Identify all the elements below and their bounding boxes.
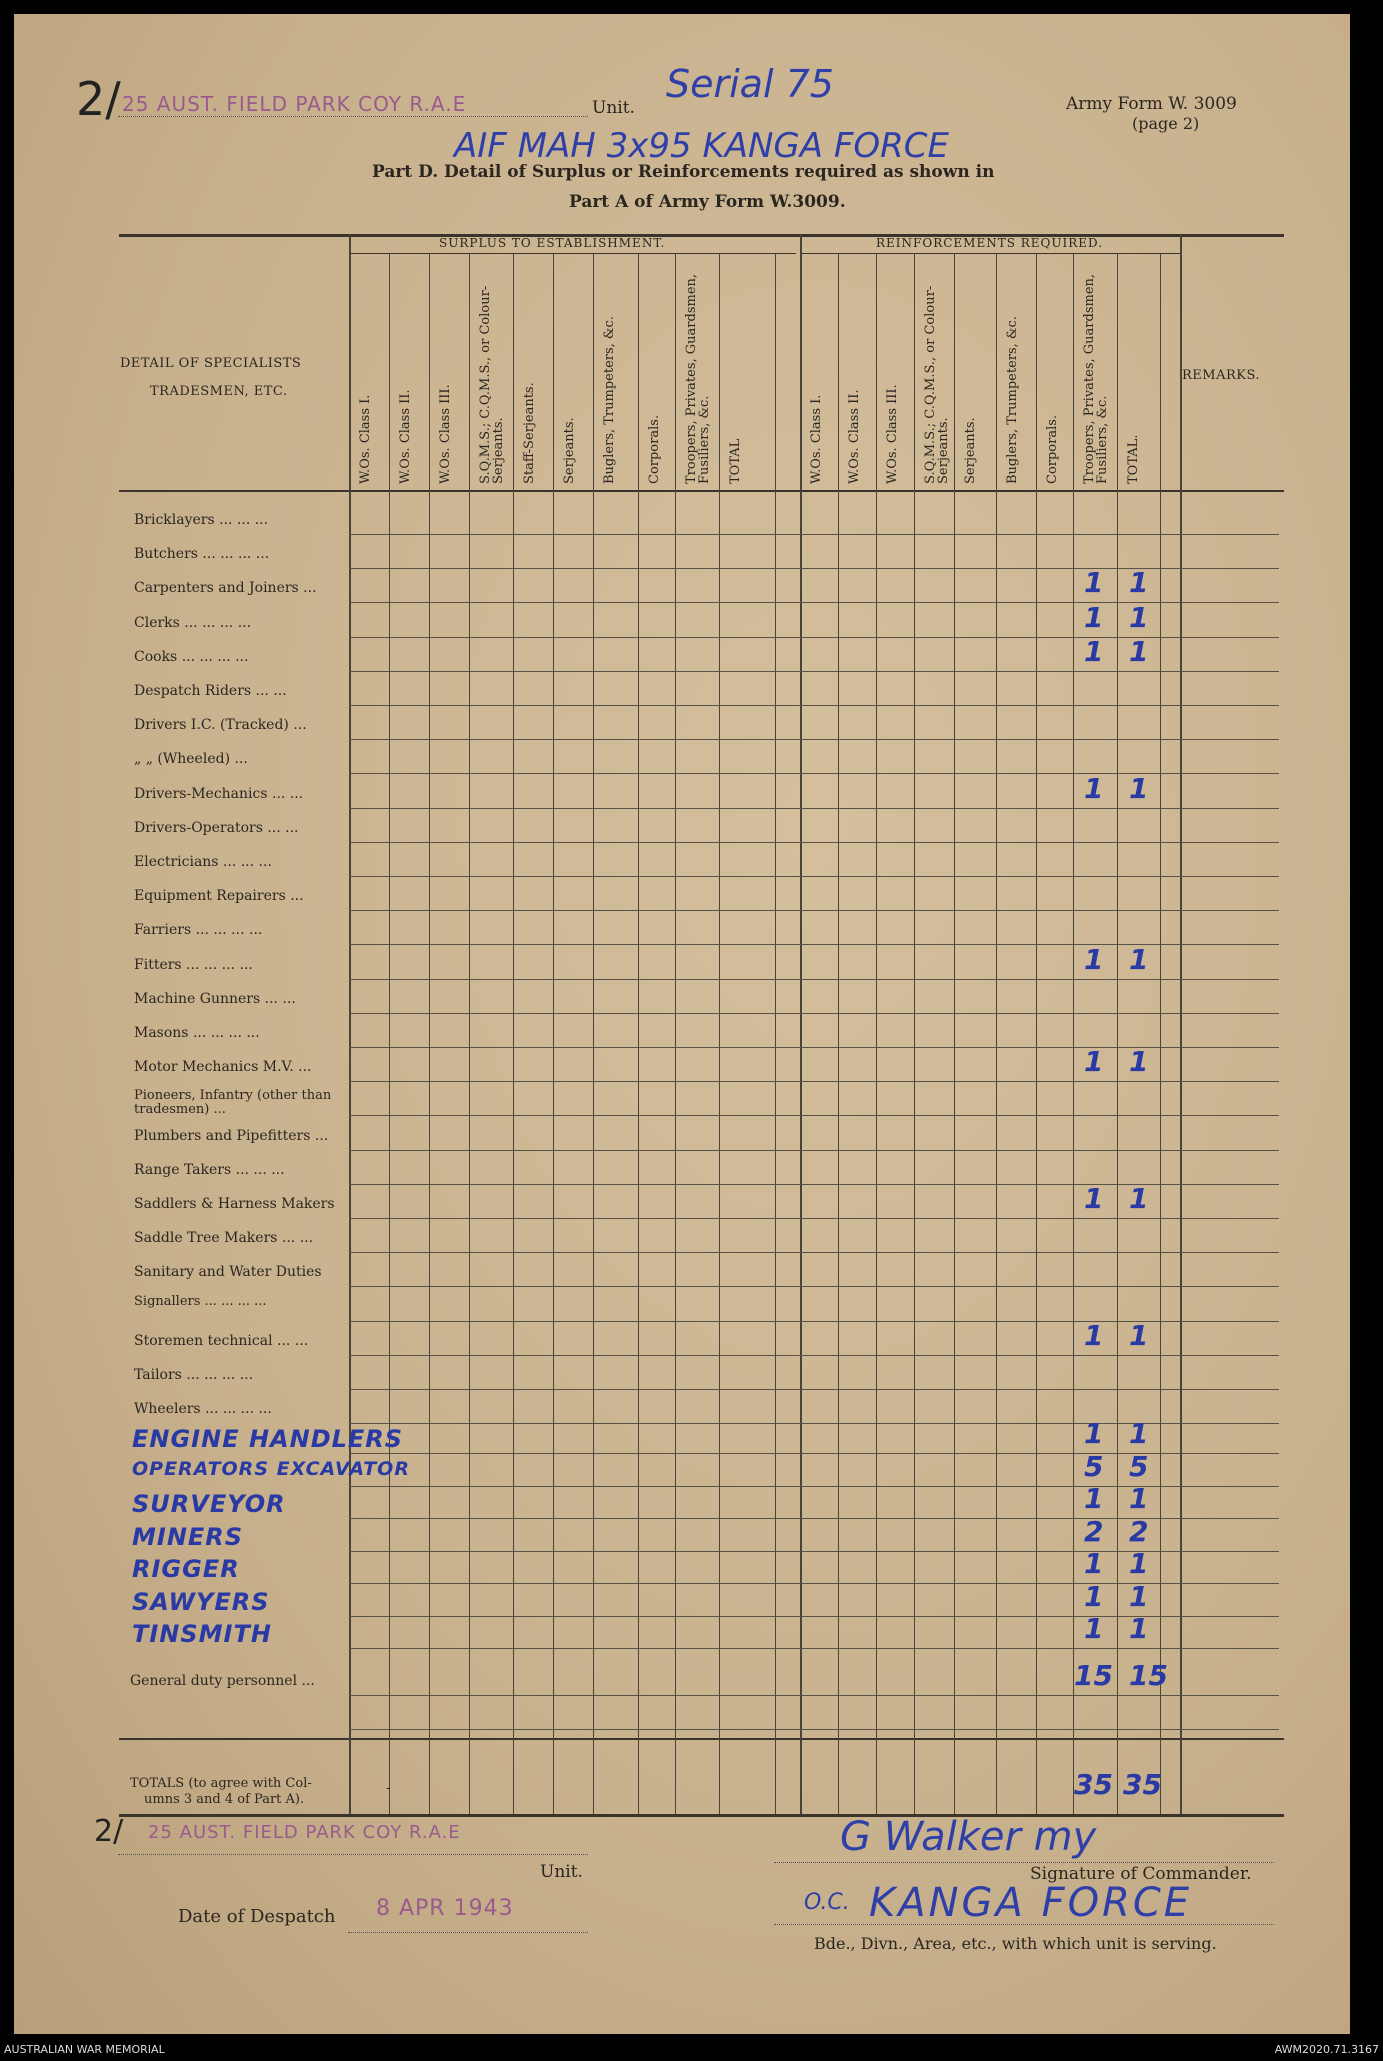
column-rule (389, 254, 390, 1814)
total-value: 15 (1129, 1658, 1168, 1692)
handwritten-row-label: SAWYERS (132, 1587, 270, 1616)
row-rule (349, 808, 1279, 809)
row-rule (349, 1013, 1279, 1014)
credit-right: AWM2020.71.3167 (1274, 2043, 1379, 2056)
row-label: Butchers ... ... ... ... (134, 546, 270, 563)
totals-troopers-value: 35 (1074, 1768, 1113, 1801)
reinf-col-header: W.Os. Class III. (885, 384, 900, 484)
row-label: Drivers I.C. (Tracked) ... (134, 717, 307, 734)
total-value: 1 (1129, 1318, 1149, 1352)
total-value: 1 (1129, 1417, 1149, 1451)
column-rule (1036, 254, 1037, 1814)
row-rule (349, 1355, 1279, 1356)
handwritten-row-label: MINERS (132, 1522, 244, 1551)
column-rule (1180, 234, 1182, 1814)
row-label: Carpenters and Joiners ... (134, 580, 317, 597)
row-rule (349, 1648, 1279, 1649)
row-rule (349, 1218, 1279, 1219)
row-rule (349, 979, 1279, 980)
row-rule (349, 705, 1279, 706)
column-rule (593, 254, 594, 1814)
surplus-col-header: Serjeants. (562, 417, 577, 484)
row-label: Sanitary and Water Duties (134, 1264, 322, 1281)
reinf-col-header: S.Q.M.S.; C.Q.M.S., or Colour-Serjeants. (923, 285, 951, 484)
column-rule (914, 254, 915, 1814)
credit-left: AUSTRALIAN WAR MEMORIAL (4, 2043, 165, 2056)
row-label: Motor Mechanics M.V. ... (134, 1059, 312, 1076)
troopers-value: 1 (1084, 1547, 1104, 1581)
troopers-value: 15 (1074, 1658, 1113, 1692)
row-rule (349, 1150, 1279, 1151)
total-value: 1 (1129, 1547, 1149, 1581)
column-rule (513, 254, 514, 1814)
row-label: Wheelers ... ... ... ... (134, 1401, 272, 1418)
surplus-col-header: W.Os. Class I. (358, 394, 373, 484)
bde-label: Bde., Divn., Area, etc., with which unit is serving. (814, 1934, 1217, 1953)
column-rule (675, 254, 676, 1814)
column-rule (1117, 254, 1118, 1814)
troopers-value: 1 (1084, 1182, 1104, 1215)
signature-line (774, 1862, 1274, 1863)
row-label: Farriers ... ... ... ... (134, 922, 263, 939)
total-value: 1 (1129, 566, 1149, 600)
total-value: 2 (1129, 1514, 1149, 1548)
row-rule (349, 1389, 1279, 1390)
row-rule (349, 1729, 1279, 1730)
total-value: 1 (1129, 1045, 1149, 1079)
column-rule (349, 234, 351, 1814)
row-label: Signallers ... ... ... ... (134, 1294, 267, 1309)
serial-hand: Serial 75 (666, 62, 834, 106)
group-rule-surplus (349, 253, 796, 254)
column-rule (954, 254, 955, 1814)
column-rule (838, 254, 839, 1814)
signature-hand: G Walker my (840, 1814, 1097, 1860)
table-bottom-rule (119, 1814, 1284, 1817)
group-header-reinf: REINFORCEMENTS REQUIRED. (876, 236, 1104, 250)
reinf-col-header: TOTAL. (1126, 434, 1141, 484)
row-label: „ „ (Wheeled) ... (134, 751, 248, 768)
troopers-value: 2 (1084, 1514, 1104, 1548)
form-id: Army Form W. 3009 (1066, 94, 1237, 114)
column-rule (1160, 254, 1161, 1814)
reinf-col-header: W.Os. Class II. (847, 389, 862, 484)
total-value: 1 (1129, 1579, 1149, 1613)
surplus-col-header: W.Os. Class II. (398, 389, 413, 484)
reinf-col-header: Buglers, Trumpeters, &c. (1005, 316, 1020, 484)
row-rule (349, 1081, 1279, 1082)
troopers-value: 1 (1084, 600, 1104, 634)
handwritten-row-label: ENGINE HANDLERS (132, 1425, 404, 1454)
troopers-value: 1 (1084, 634, 1104, 668)
totals-label: TOTALS (to agree with Col- (130, 1776, 312, 1791)
remarks-header: REMARKS. (1182, 368, 1261, 383)
total-value: 1 (1129, 1482, 1149, 1516)
row-rule (349, 1286, 1279, 1287)
row-rule (349, 1115, 1279, 1116)
header-bottom-rule (119, 490, 1284, 492)
row-label: Pioneers, Infantry (other than tradesmen) ... (134, 1089, 332, 1118)
troopers-value: 1 (1084, 1045, 1104, 1079)
form-title-line2: Part A of Army Form W.3009. (569, 192, 846, 212)
reinf-col-header: Serjeants. (963, 417, 978, 484)
row-label: Plumbers and Pipefitters ... (134, 1127, 329, 1144)
total-value: 1 (1129, 634, 1149, 668)
surplus-col-header: Troopers, Privates, Guardsmen, Fusiliers, &c. (684, 273, 712, 484)
troopers-value: 1 (1084, 771, 1104, 805)
group-rule-reinf (800, 253, 1180, 254)
row-label: Clerks ... ... ... ... (134, 614, 252, 631)
column-rule (996, 254, 997, 1814)
row-label: Drivers-Operators ... ... (134, 819, 299, 836)
surplus-col-header: S.Q.M.S.; C.Q.M.S., or Colour-Serjeants. (478, 285, 506, 484)
row-rule (349, 534, 1279, 535)
column-rule (429, 254, 430, 1814)
row-rule (349, 739, 1279, 740)
totals-label-2: umns 3 and 4 of Part A). (144, 1792, 305, 1807)
row-rule (349, 1695, 1279, 1696)
form-title-line1: Part D. Detail of Surplus or Reinforcements required as shown in (372, 162, 995, 182)
row-label: Bricklayers ... ... ... (134, 512, 269, 528)
row-label: Tailors ... ... ... ... (134, 1367, 254, 1383)
column-rule (719, 254, 720, 1814)
group-header-surplus: SURPLUS TO ESTABLISHMENT. (439, 236, 666, 250)
row-label: Equipment Repairers ... (134, 888, 304, 905)
row-label: Machine Gunners ... ... (134, 990, 296, 1007)
footer-unit-line (118, 1854, 588, 1855)
troopers-value: 1 (1084, 1612, 1104, 1646)
form-page: (page 2) (1132, 114, 1200, 133)
unit-prefix-hand: 2/ (76, 72, 121, 126)
unit-label: Unit. (592, 98, 635, 118)
date-label: Date of Despatch (178, 1906, 336, 1927)
handwritten-row-label: OPERATORS EXCAVATOR (132, 1457, 410, 1480)
total-value: 1 (1129, 600, 1149, 634)
row-label: Fitters ... ... ... ... (134, 956, 253, 973)
column-rule (638, 254, 639, 1814)
row-label: Cooks ... ... ... ... (134, 648, 249, 665)
handwritten-row-label: TINSMITH (132, 1620, 272, 1649)
troopers-value: 1 (1084, 566, 1104, 600)
handwritten-row-label: RIGGER (132, 1555, 240, 1584)
unit-underline (118, 116, 588, 118)
column-rule (775, 254, 776, 1814)
surplus-col-header: Buglers, Trumpeters, &c. (602, 316, 617, 484)
row-label: Range Takers ... ... ... (134, 1161, 285, 1178)
reinf-col-header: Troopers, Privates, Guardsmen, Fusiliers, &c. (1082, 273, 1110, 484)
row-label: Saddlers & Harness Makers (134, 1196, 335, 1212)
row-label: Despatch Riders ... ... (134, 683, 287, 699)
totals-dash: - (386, 1780, 391, 1796)
troopers-value: 1 (1084, 1318, 1104, 1352)
totals-top-rule (119, 1738, 1284, 1740)
row-label: Electricians ... ... ... (134, 854, 272, 870)
row-rule (349, 876, 1279, 877)
row-rule (349, 910, 1279, 911)
handwritten-row-label: SURVEYOR (132, 1490, 286, 1519)
column-rule (800, 234, 802, 1814)
date-stamp: 8 APR 1943 (376, 1896, 514, 1921)
reinf-col-header: Corporals. (1045, 414, 1060, 484)
column-rule (876, 254, 877, 1814)
form-sheet (14, 14, 1350, 2034)
surplus-col-header: TOTAL (728, 438, 743, 484)
detail-header-line1: DETAIL OF SPECIALISTS (120, 356, 302, 371)
surplus-col-header: Staff-Serjeants. (522, 382, 537, 484)
total-value: 1 (1129, 771, 1149, 805)
unit-stamp: 25 AUST. FIELD PARK COY R.A.E (122, 92, 467, 116)
row-rule (349, 842, 1279, 843)
row-rule (349, 1252, 1279, 1253)
row-label: Masons ... ... ... ... (134, 1025, 260, 1041)
general-duty-label: General duty personnel ... (130, 1672, 315, 1689)
reinf-col-header: W.Os. Class I. (809, 394, 824, 484)
total-value: 1 (1129, 1182, 1149, 1215)
totals-total-value: 35 (1123, 1768, 1162, 1801)
subtitle-hand: AIF MAH 3x95 KANGA FORCE (454, 126, 950, 166)
troopers-value: 1 (1084, 942, 1104, 976)
column-rule (553, 254, 554, 1814)
surplus-col-header: Corporals. (647, 414, 662, 484)
troopers-value: 1 (1084, 1579, 1104, 1613)
signature-label: Signature of Commander. (1030, 1864, 1252, 1884)
bde-line (774, 1924, 1274, 1925)
footer-unit-stamp: 25 AUST. FIELD PARK COY R.A.E (148, 1822, 461, 1843)
row-label: Drivers-Mechanics ... ... (134, 785, 304, 802)
table-top-rule (119, 234, 1284, 237)
column-rule (469, 254, 470, 1814)
date-line (348, 1932, 588, 1933)
footer-unit-prefix: 2/ (94, 1814, 124, 1849)
total-value: 1 (1129, 942, 1149, 976)
troopers-value: 1 (1084, 1417, 1104, 1451)
row-label: Saddle Tree Makers ... ... (134, 1230, 314, 1247)
total-value: 5 (1129, 1449, 1149, 1483)
troopers-value: 1 (1084, 1482, 1104, 1516)
detail-header-line2: TRADESMEN, ETC. (150, 384, 288, 399)
oc-hand: O.C. (804, 1890, 850, 1915)
force-hand: KANGA FORCE (869, 1880, 1193, 1926)
row-rule (349, 671, 1279, 672)
row-label: Storemen technical ... ... (134, 1332, 309, 1349)
footer-unit-label: Unit. (540, 1862, 583, 1882)
troopers-value: 5 (1084, 1449, 1104, 1483)
column-rule (1073, 254, 1074, 1814)
total-value: 1 (1129, 1612, 1149, 1646)
surplus-col-header: W.Os. Class III. (438, 384, 453, 484)
